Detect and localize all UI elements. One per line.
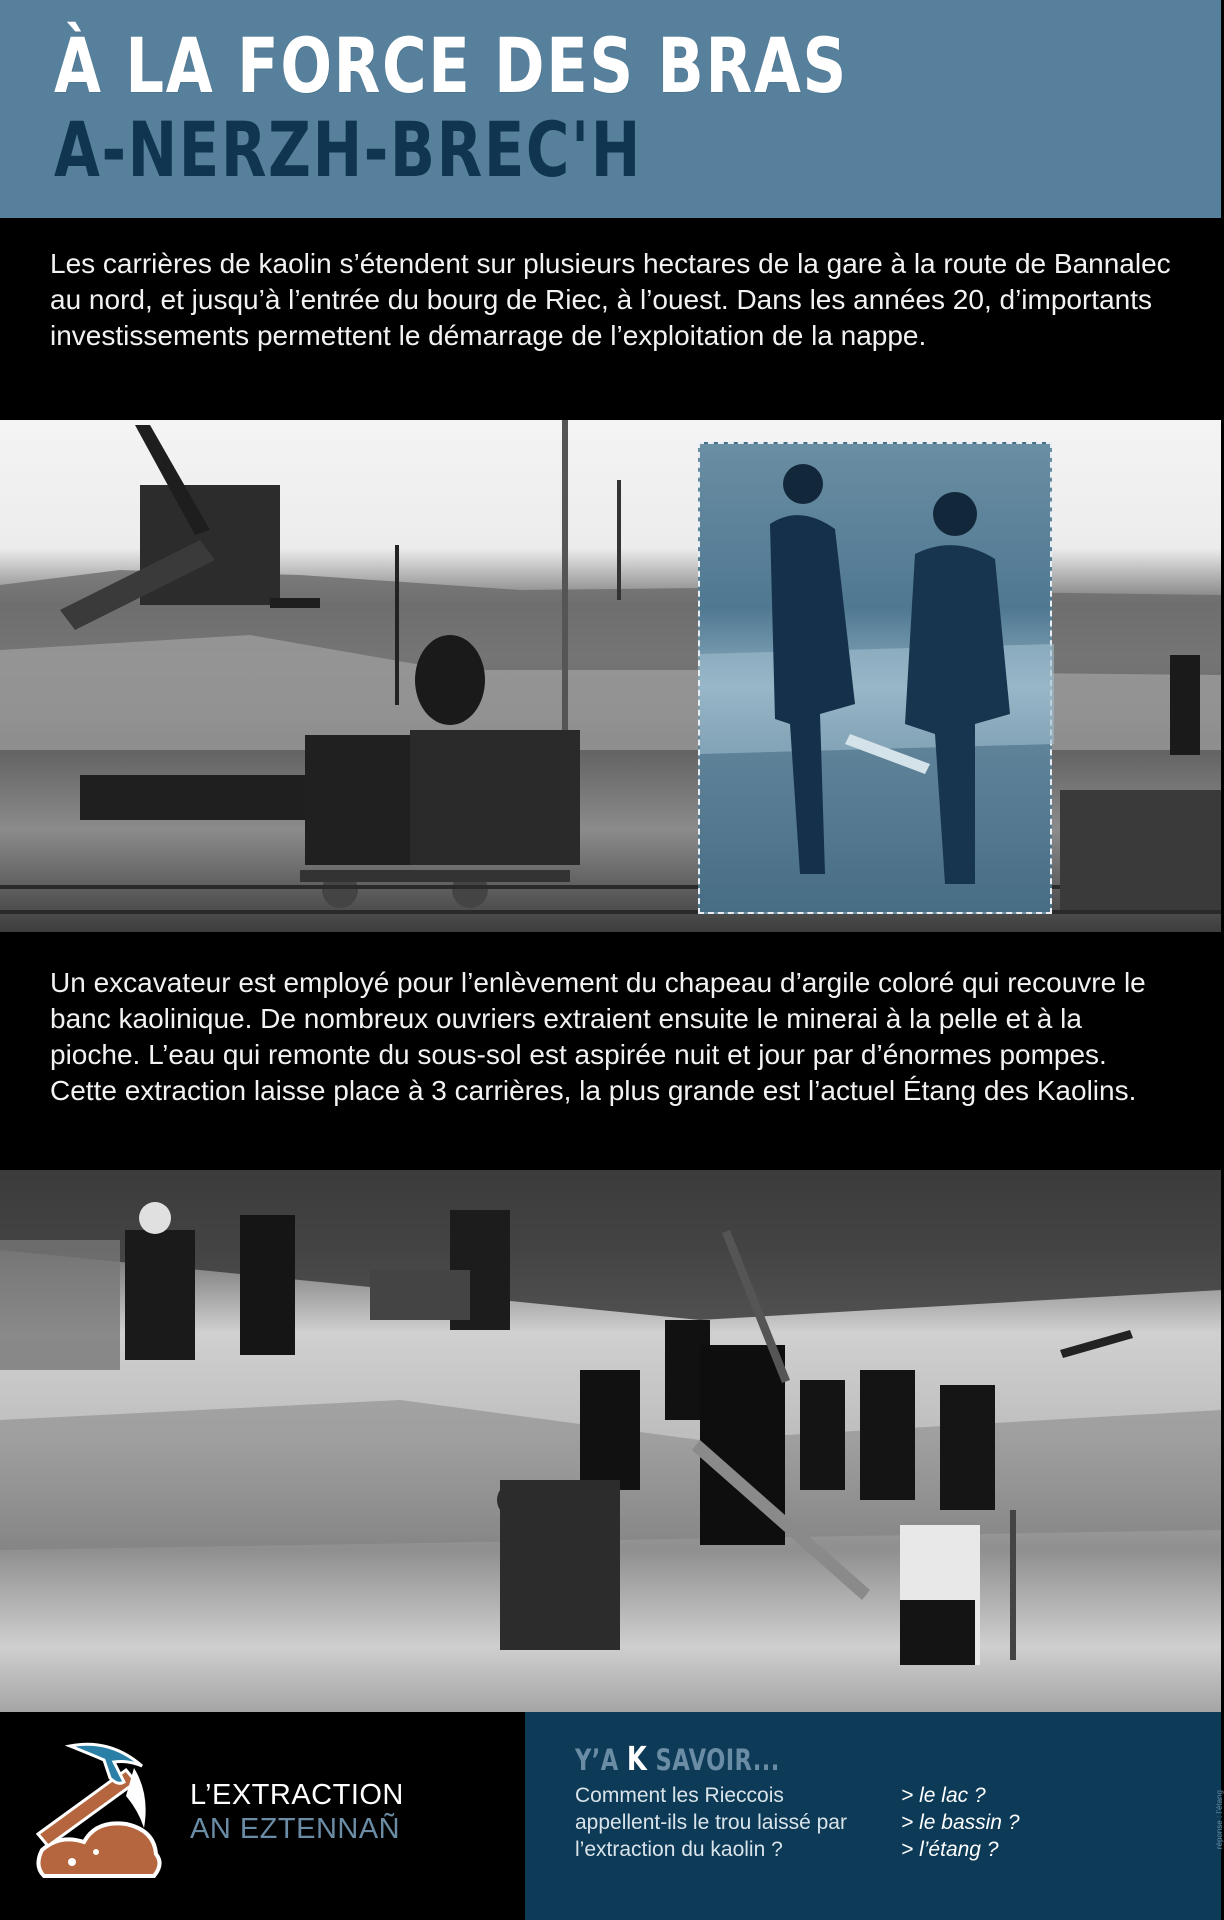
body-text: Un excavateur est employé pour l’enlèvement du chapeau d’argile coloré qui recouvre le banc kaolinique. De nombreux ouvriers extraient ensuite le minerai à la pelle et à la pioche. L’eau qui remonte du sous-sol est aspirée nuit et jour par d’énormes pompes. Cette extraction laisse place à 3 carrières, la plus grande est l’actuel Étang des Kaolins.: [50, 967, 1146, 1106]
quiz-title: [575, 1739, 780, 1778]
intro-block: [0, 218, 1221, 420]
pickaxe-icon: [30, 1738, 170, 1886]
quiz-option: > le lac ?: [901, 1784, 986, 1807]
quiz-answer-note: réponse : l’étang: [1215, 1790, 1224, 1850]
body-block: [0, 932, 1221, 1170]
photo-workers: [0, 1170, 1221, 1712]
quiz-box: [525, 1712, 1224, 1920]
inset-photo-drawing: [700, 444, 1054, 916]
section-title: L’EXTRACTION: [190, 1779, 404, 1811]
quiz-title-suffix: SAVOIR...: [655, 1743, 780, 1777]
footer-section: [0, 1712, 525, 1920]
quiz-title-prefix: Y’A: [575, 1743, 619, 1777]
quiz-title-k: K: [626, 1739, 648, 1778]
intro-text: Les carrières de kaolin s’étendent sur plusieurs hectares de la gare à la route de Bannalec au nord, et jusqu’à l’entrée du bourg de Riec, à l’ouest. Dans les années 20, d’importants investissements permettent le démarrage de l’exploitation de la nappe.: [50, 248, 1171, 351]
inset-photo-two-men: [698, 442, 1052, 914]
page-title: À LA FORCE DES BRAS: [54, 21, 848, 110]
quiz-options: [901, 1782, 1020, 1863]
photo-excavator: [0, 420, 1221, 932]
photo-workers-drawing: [0, 1170, 1221, 1712]
header: [0, 0, 1221, 218]
quiz-question: Comment les Rieccois appellent-ils le trou laissé par l’extraction du kaolin ?: [575, 1784, 847, 1861]
section-subtitle-breton: AN EZTENNAÑ: [190, 1813, 401, 1845]
quiz-option: > l’étang ?: [901, 1838, 999, 1861]
quiz-option: > le bassin ?: [901, 1811, 1020, 1834]
page-title-breton: A-NERZH-BREC'H: [54, 105, 642, 194]
